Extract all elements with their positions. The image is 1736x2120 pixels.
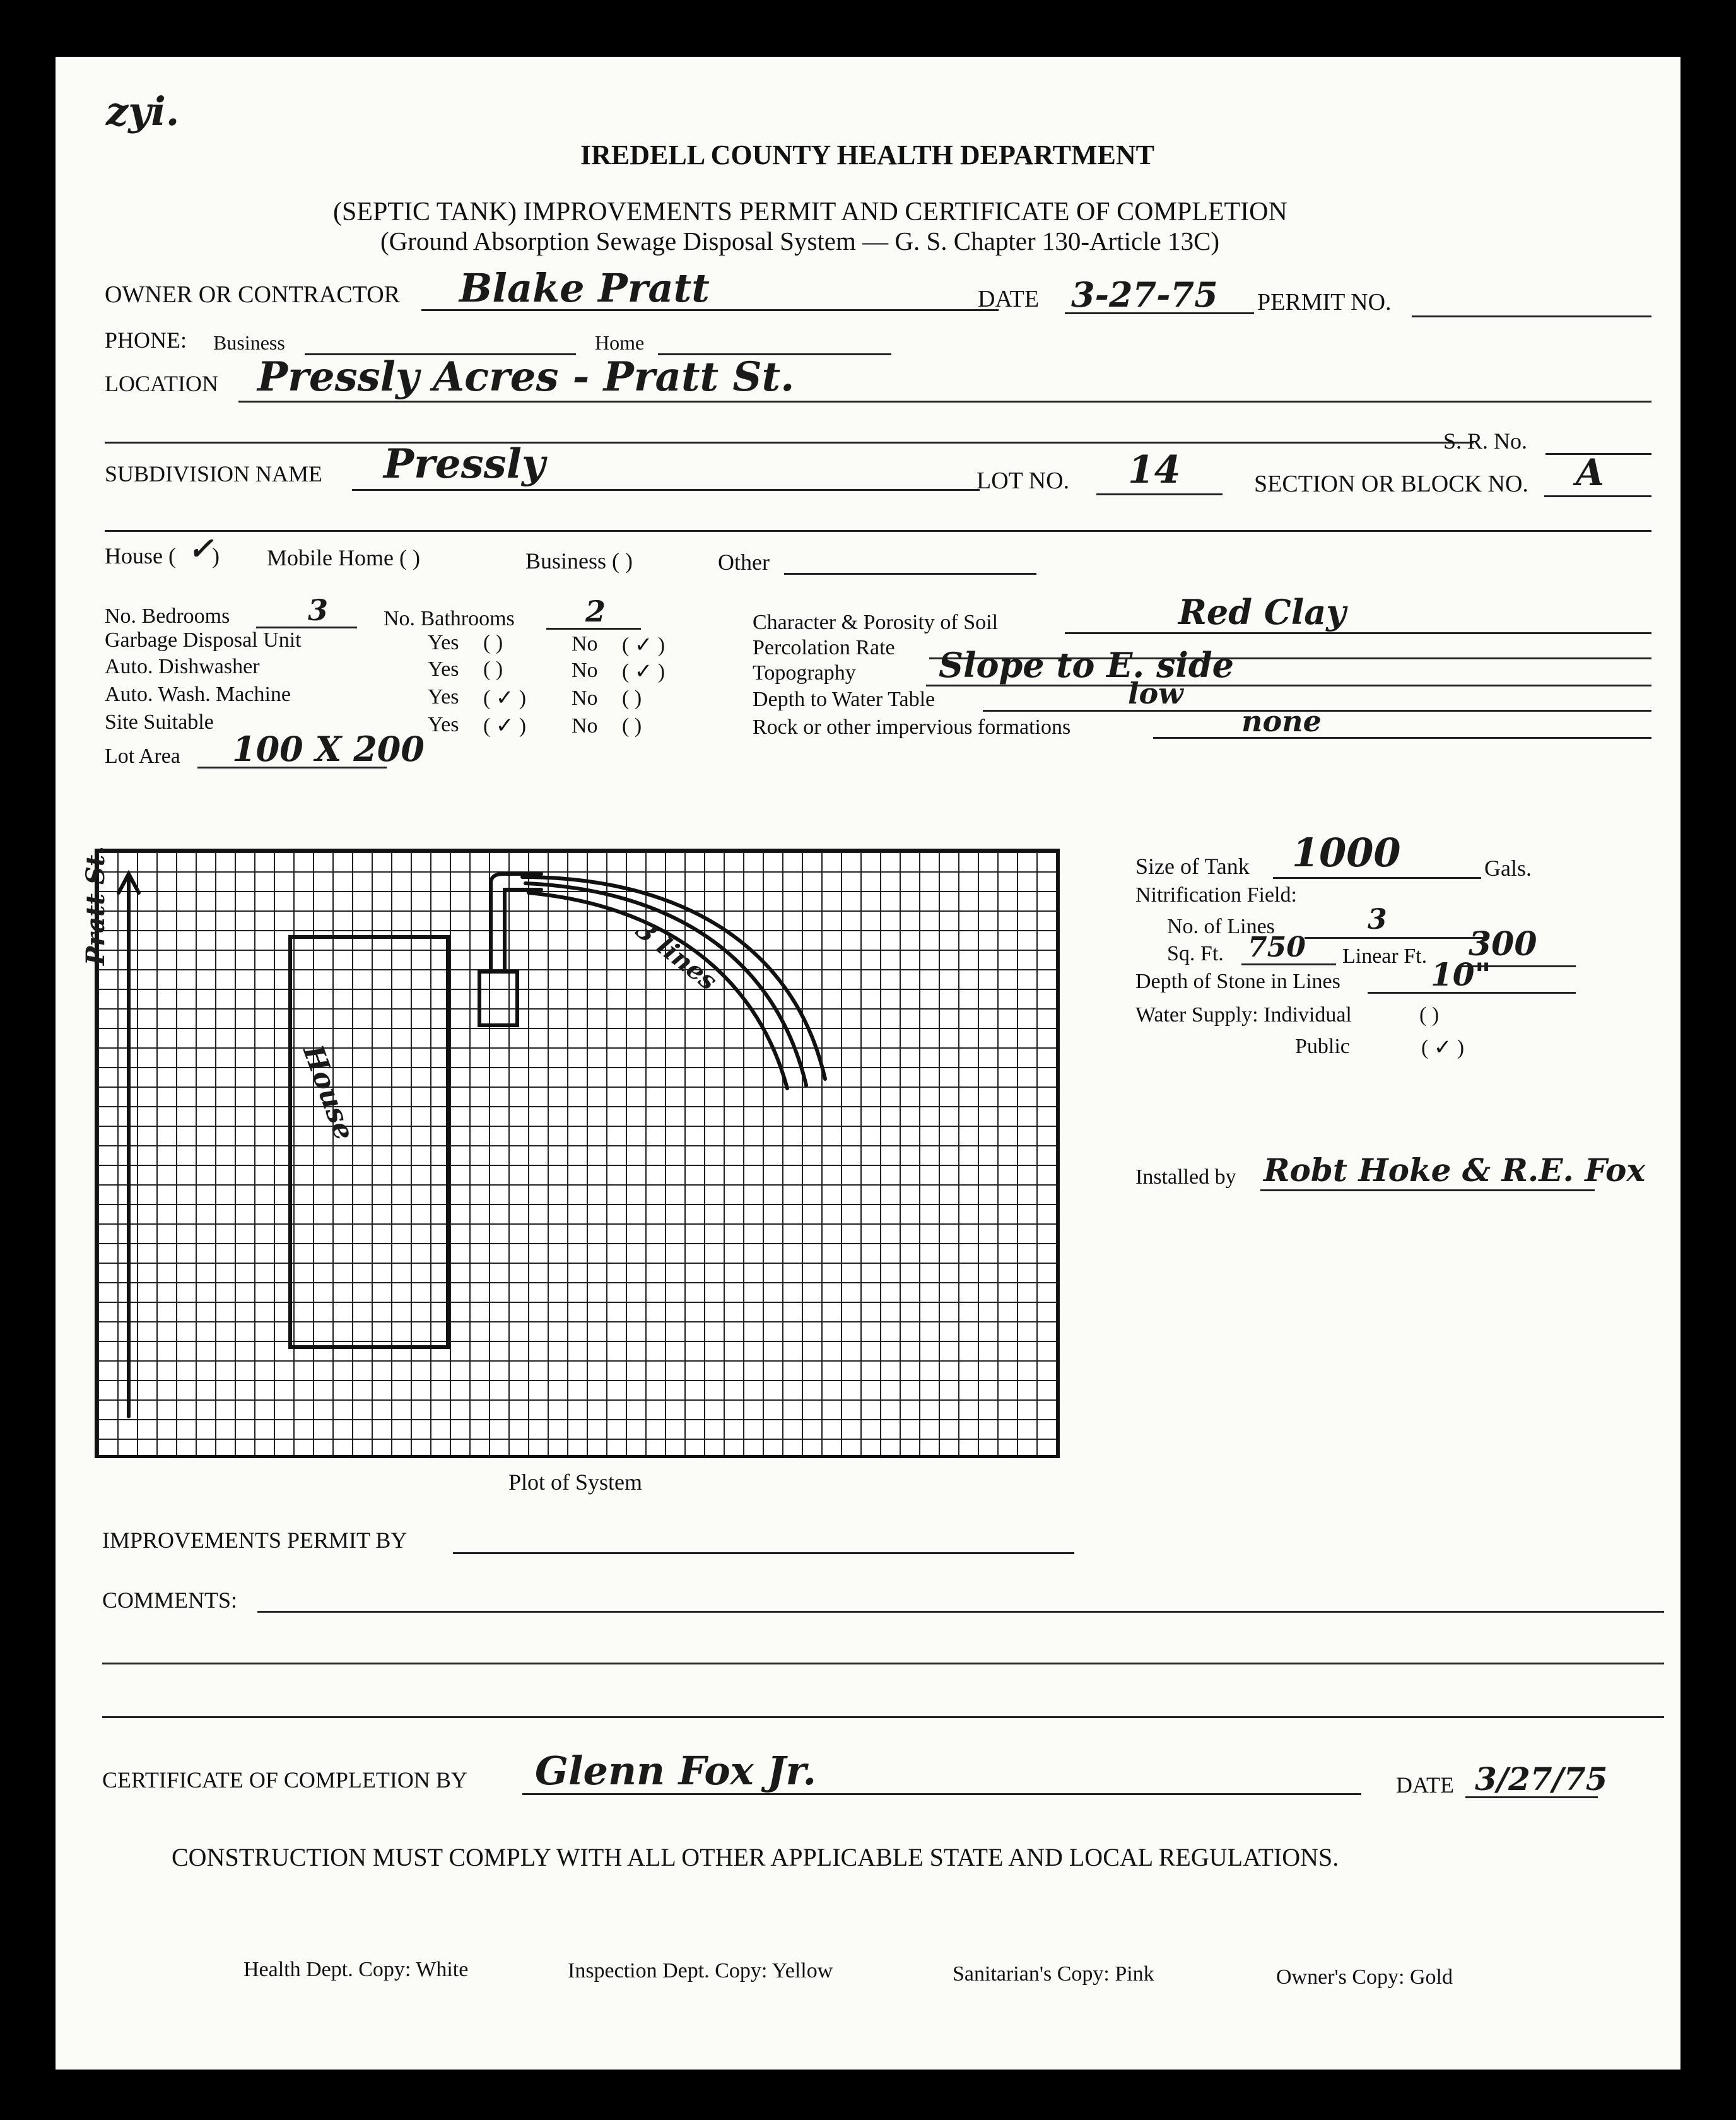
- certificate-by-label: CERTIFICATE OF COMPLETION BY: [102, 1767, 467, 1793]
- tank-size-label: Size of Tank: [1135, 854, 1250, 879]
- phone-label: PHONE:: [105, 327, 187, 353]
- dishwasher-yes-box: ( ): [483, 657, 503, 681]
- plot-house-label: House: [296, 1041, 361, 1145]
- owner-label: OWNER OR CONTRACTOR: [105, 281, 400, 308]
- public-box: ( ✓ ): [1421, 1036, 1465, 1059]
- wash-no-label: No: [572, 686, 598, 710]
- sq-ft-value: 750: [1248, 931, 1306, 963]
- phone-business-label: Business: [213, 331, 285, 354]
- site-no-label: No: [572, 714, 598, 738]
- plot-street-label: Pratt St.: [81, 845, 110, 965]
- copy-health-dept: Health Dept. Copy: White: [243, 1958, 469, 1981]
- location-value: Pressly Acres - Pratt St.: [257, 353, 795, 401]
- no-lines-value: 3: [1368, 904, 1387, 936]
- house-check: ✓: [188, 531, 214, 567]
- garbage-yes-box: ( ): [483, 631, 503, 654]
- nitrification-label: Nitrification Field:: [1135, 883, 1297, 907]
- certificate-signature: Glenn Fox Jr.: [535, 1748, 817, 1794]
- date-label: DATE: [978, 286, 1040, 312]
- subdivision-value: Pressly: [384, 440, 546, 488]
- dishwasher-no-label: No: [572, 659, 598, 682]
- water-supply-label: Water Supply: Individual: [1135, 1003, 1352, 1027]
- compliance-notice: CONSTRUCTION MUST COMPLY WITH ALL OTHER APPLICABLE STATE AND LOCAL REGULATIONS.: [172, 1843, 1339, 1871]
- soil-label: Character & Porosity of Soil: [753, 611, 999, 634]
- public-label: Public: [1295, 1035, 1350, 1058]
- permit-form: [56, 57, 1680, 2070]
- depth-stone-value: 10": [1431, 956, 1491, 993]
- garbage-yes-label: Yes: [428, 631, 459, 654]
- dishwasher-label: Auto. Dishwasher: [105, 655, 260, 678]
- garbage-label: Garbage Disposal Unit: [105, 628, 302, 652]
- form-title: (SEPTIC TANK) IMPROVEMENTS PERMIT AND CERTIFICATE OF COMPLETION: [333, 197, 1287, 227]
- section-block-label: SECTION OR BLOCK NO.: [1254, 471, 1528, 497]
- linear-ft-label: Linear Ft.: [1342, 945, 1428, 968]
- section-block-value: A: [1576, 451, 1605, 494]
- no-lines-label: No. of Lines: [1167, 915, 1275, 938]
- water-table-value: low: [1128, 676, 1183, 710]
- house-close: ): [212, 543, 220, 568]
- copy-inspection-dept: Inspection Dept. Copy: Yellow: [568, 1959, 833, 1982]
- bedrooms-label: No. Bedrooms: [105, 604, 230, 628]
- percolation-label: Percolation Rate: [753, 636, 895, 659]
- sq-ft-label: Sq. Ft.: [1167, 942, 1224, 965]
- lot-area-value: 100 X 200: [232, 729, 425, 769]
- wash-yes-label: Yes: [428, 685, 459, 709]
- subdivision-label: SUBDIVISION NAME: [105, 461, 323, 486]
- date-value: 3-27-75: [1071, 274, 1218, 315]
- linear-ft-value: 300: [1469, 925, 1537, 963]
- copy-sanitarian: Sanitarian's Copy: Pink: [953, 1962, 1154, 1986]
- agency-title: IREDELL COUNTY HEALTH DEPARTMENT: [580, 139, 1154, 170]
- lot-no-label: LOT NO.: [976, 468, 1070, 494]
- other-label: Other: [718, 550, 770, 575]
- permit-no-label: PERMIT NO.: [1257, 289, 1392, 315]
- installed-by-label: Installed by: [1135, 1165, 1236, 1189]
- bathrooms-label: No. Bathrooms: [384, 607, 515, 630]
- water-table-label: Depth to Water Table: [753, 688, 935, 711]
- owner-value: Blake Pratt: [459, 265, 710, 311]
- house-label: House (: [105, 543, 176, 568]
- copy-owner: Owner's Copy: Gold: [1276, 1965, 1453, 1989]
- dishwasher-no-box: ( ✓ ): [622, 660, 666, 683]
- topography-label: Topography: [753, 661, 856, 685]
- site-yes-box: ( ✓ ): [483, 714, 527, 738]
- business-type-label: Business ( ): [525, 548, 633, 574]
- improvements-permit-label: IMPROVEMENTS PERMIT BY: [102, 1528, 408, 1553]
- plot-caption: Plot of System: [508, 1469, 643, 1495]
- water-supply-individual-box: ( ): [1419, 1003, 1440, 1027]
- wash-yes-box: ( ✓ ): [483, 686, 527, 710]
- lot-no-value: 14: [1128, 448, 1181, 492]
- gals-label: Gals.: [1484, 856, 1532, 881]
- cert-date-label: DATE: [1396, 1772, 1454, 1798]
- comments-label: COMMENTS:: [102, 1587, 238, 1613]
- topography-value: Slope to E. side: [939, 645, 1234, 685]
- soil-value: Red Clay: [1178, 592, 1346, 632]
- site-suitable-label: Site Suitable: [105, 710, 214, 734]
- wash-machine-label: Auto. Wash. Machine: [105, 683, 291, 706]
- rock-value: none: [1241, 704, 1322, 738]
- bathrooms-value: 2: [585, 594, 606, 628]
- garbage-no-label: No: [572, 632, 598, 656]
- lot-area-label: Lot Area: [105, 745, 180, 768]
- depth-stone-label: Depth of Stone in Lines: [1135, 970, 1340, 993]
- plot-lines-label: 3 lines: [630, 915, 723, 996]
- rock-label: Rock or other impervious formations: [753, 716, 1071, 739]
- phone-home-label: Home: [595, 331, 645, 354]
- tank-size-value: 1000: [1292, 830, 1401, 876]
- installed-by-value: Robt Hoke & R.E. Fox: [1264, 1151, 1646, 1189]
- sr-no-label: S. R. No.: [1443, 428, 1528, 454]
- location-label: LOCATION: [105, 371, 218, 396]
- site-no-box: ( ): [622, 714, 642, 738]
- bedrooms-value: 3: [308, 593, 329, 627]
- wash-no-box: ( ): [622, 686, 642, 710]
- garbage-no-box: ( ✓ ): [622, 633, 666, 657]
- form-subtitle: (Ground Absorption Sewage Disposal System — G. S. Chapter 130-Article 13C): [380, 227, 1220, 256]
- site-yes-label: Yes: [428, 713, 459, 736]
- mobile-home-label: Mobile Home ( ): [267, 545, 420, 570]
- dishwasher-yes-label: Yes: [428, 657, 459, 681]
- cert-date-value: 3/27/75: [1475, 1760, 1608, 1798]
- corner-handwritten-mark: zyi.: [106, 88, 180, 134]
